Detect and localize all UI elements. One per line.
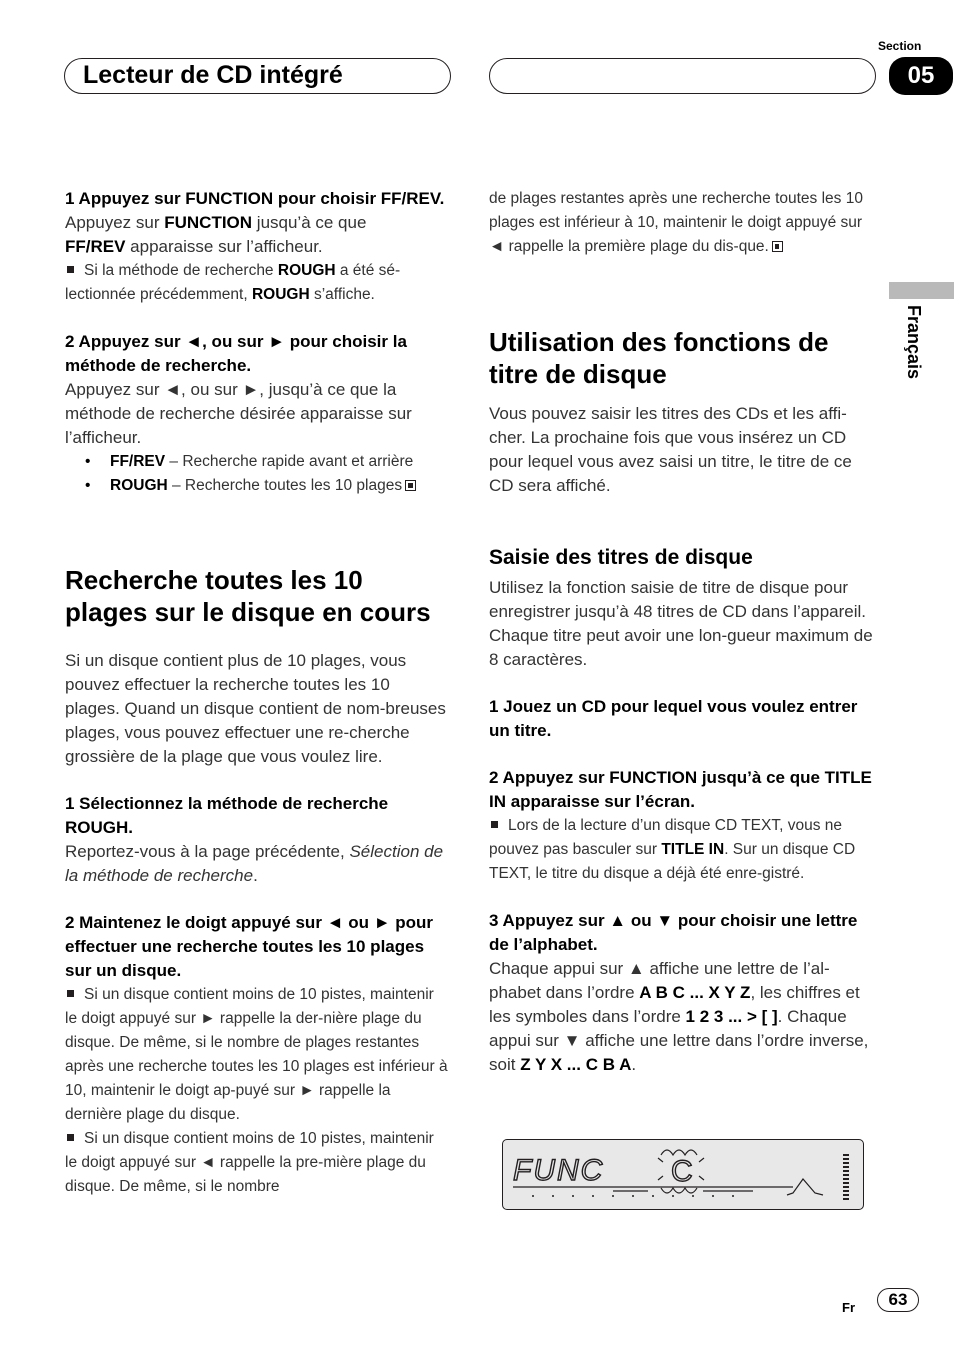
step-2-heading: 2 Appuyez sur ◄, ou sur ► pour choisir la méthode de recherche.	[65, 332, 407, 375]
disc-title-intro: Vous pouvez saisir les titres des CDs et les affi-cher. La prochaine fois que vous insérez un CD pour lequel vous avez saisi un titre, le titre de ce CD sera affiché.	[489, 404, 852, 495]
title-input-intro: Utilisez la fonction saisie de titre de disque pour enregistrer jusqu’à 48 titres de CD dans l’appareil. Chaque titre peut avoir une lon-gueur maximum de 8 caractères.	[489, 578, 873, 669]
title-step-1-heading: 1 Jouez un CD pour lequel vous voulez entrer un titre.	[489, 697, 858, 740]
step-2-body: Appuyez sur ◄, ou sur ►, jusqu’à ce que la méthode de recherche désirée apparaisse sur l’afficheur.	[65, 380, 412, 447]
footer-language: Fr	[842, 1300, 855, 1315]
page-number: 63	[877, 1288, 919, 1312]
lcd-graphic	[503, 1140, 863, 1209]
end-mark-icon	[772, 241, 783, 252]
note-square-icon	[67, 1134, 74, 1141]
step-1-body: Appuyez sur FUNCTION jusqu’à ce que FF/REV apparaisse sur l’afficheur.	[65, 213, 367, 256]
right-column	[489, 187, 873, 1077]
rough-search-intro: Si un disque contient plus de 10 plages, vous pouvez effectuer la recherche toutes les 10 plages. Quand un disque contient de nom-breuses plages, vous pouvez effectuer une re-cherche grossière de la plage que vous voulez lire.	[65, 651, 446, 766]
lcd-func-text: FUNC	[513, 1154, 605, 1187]
continued-note: de plages restantes après une recherche toutes les 10 plages est inférieur à 10, maintenir le doigt appuyé sur ◄ rappelle la première plage du dis-que.	[489, 190, 863, 255]
section-label: Section	[878, 39, 922, 53]
page-header-title: Lecteur de CD intégré	[83, 61, 343, 89]
lcd-display-illustration	[502, 1139, 864, 1210]
end-mark-icon	[405, 480, 416, 491]
subheading-title-input: Saisie des titres de disque	[489, 546, 753, 569]
title-step-3-heading: 3 Appuyez sur ▲ ou ▼ pour choisir une lettre de l’alphabet.	[489, 911, 858, 954]
lcd-dot-row	[532, 1195, 734, 1197]
header-blank-pill	[489, 58, 876, 94]
language-tab-label: Français	[904, 305, 924, 380]
header-title-pill	[64, 58, 451, 94]
title-step-2-heading: 2 Appuyez sur FUNCTION jusqu’à ce que TITLE IN apparaisse sur l’écran.	[489, 768, 872, 811]
lcd-char: C	[671, 1155, 693, 1188]
rough-step-2-heading: 2 Maintenez le doigt appuyé sur ◄ ou ► pour effectuer une recherche toutes les 10 plages sur un disque.	[65, 913, 434, 980]
section-heading-rough-search: Recherche toutes les 10 plages sur le disque en cours	[65, 565, 431, 627]
step-1-heading: 1 Appuyez sur FUNCTION pour choisir FF/REV.	[65, 189, 445, 208]
note-square-icon	[67, 266, 74, 273]
title-step-2-note: Lors de la lecture d’un disque CD TEXT, vous ne pouvez pas basculer sur TITLE IN. Sur un disque CD TEXT, le titre du disque a déjà été enre-gistré.	[489, 817, 856, 882]
note-square-icon	[67, 990, 74, 997]
left-column	[65, 187, 449, 1199]
title-step-3-body: Chaque appui sur ▲ affiche une lettre de l’al-phabet dans l’ordre A B C ... X Y Z, les chiffres et les symboles dans l’ordre 1 2 3 ... > [ ]. Chaque appui sur ▼ affiche une lettre dans l’ordre inverse, soit Z Y X ... C B A.	[489, 959, 869, 1074]
rough-step-1-body: Reportez-vous à la page précédente, Sélection de la méthode de recherche.	[65, 842, 444, 885]
bullet-ffrev: • FF/REV – Recherche rapide avant et arrière	[65, 450, 449, 474]
step-1-note: Si la méthode de recherche ROUGH a été sé- lectionnée précédemment, ROUGH s’affiche.	[65, 262, 401, 303]
rough-step-2-note-2: Si un disque contient moins de 10 pistes, maintenir le doigt appuyé sur ◄ rappelle la pre-mière plage du disque. De même, si le nombre	[65, 1130, 434, 1195]
rough-step-1-heading: 1 Sélectionnez la méthode de recherche ROUGH.	[65, 794, 389, 837]
language-tab-bar	[889, 282, 954, 299]
section-number-badge: 05	[889, 57, 953, 95]
section-heading-disc-title: Utilisation des fonctions de titre de disque	[489, 327, 829, 389]
note-square-icon	[491, 821, 498, 828]
bullet-rough: • ROUGH – Recherche toutes les 10 plages	[65, 474, 449, 498]
lcd-level-meter-icon	[843, 1154, 849, 1200]
rough-step-2-note-1: Si un disque contient moins de 10 pistes, maintenir le doigt appuyé sur ► rappelle la der-nière plage du disque. De même, si le nombre de plages restantes après une recherche toutes les 10 plages est inférieur à 10, maintenir le doigt ap-puyé sur ► rappelle la dernière plage du disque.	[65, 986, 448, 1123]
